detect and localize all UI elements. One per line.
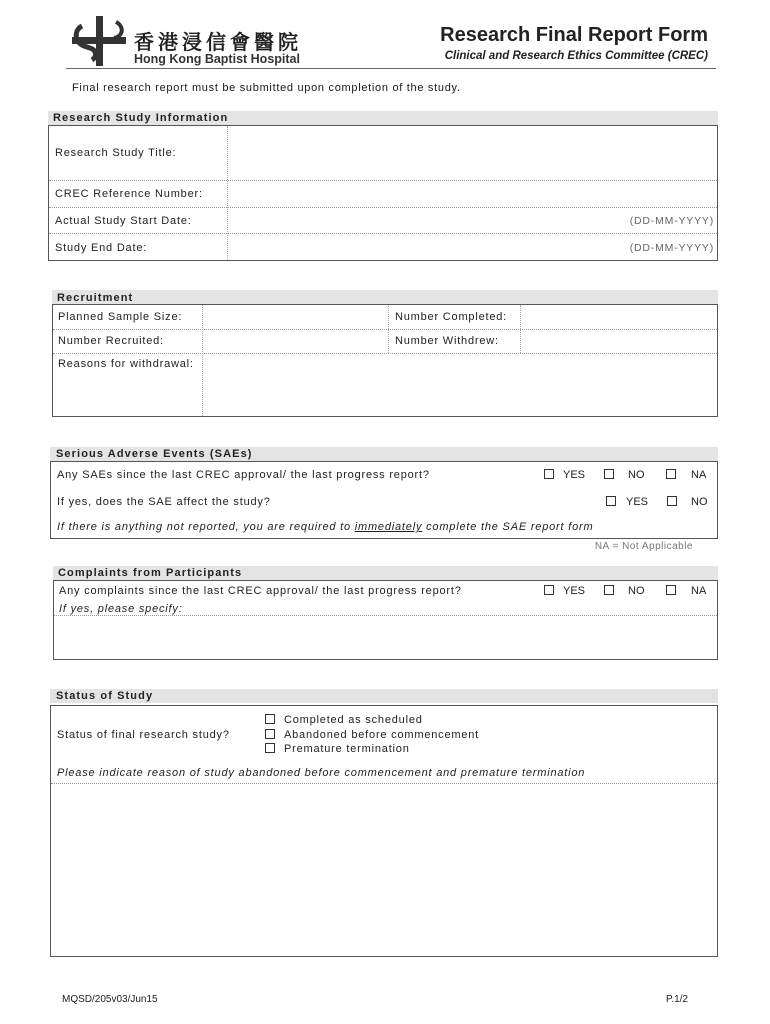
recruitment-row-line bbox=[53, 353, 717, 354]
intro-text: Final research report must be submitted upon completion of the study. bbox=[72, 82, 461, 94]
complaints-specify-field[interactable] bbox=[55, 617, 716, 659]
hospital-name-chinese: 香港浸信會醫院 bbox=[134, 30, 302, 54]
form-title: Research Final Report Form bbox=[440, 24, 708, 46]
complaints-na-label: NA bbox=[691, 585, 707, 597]
sae-notice-start: If there is anything not reported, you are required to bbox=[57, 521, 355, 533]
study-info-divider bbox=[227, 126, 228, 260]
sae-notice bbox=[57, 521, 593, 533]
complaints-yes-label: YES bbox=[563, 585, 586, 597]
study-info-row-line bbox=[49, 207, 717, 208]
status-label: Status of final research study? bbox=[57, 729, 230, 741]
sae-no-checkbox[interactable] bbox=[604, 469, 614, 479]
crec-ref-label: CREC Reference Number: bbox=[55, 188, 203, 200]
end-date-placeholder: (DD-MM-YYYY) bbox=[629, 242, 714, 254]
study-title-label: Research Study Title: bbox=[55, 147, 177, 159]
complaints-row-line bbox=[54, 615, 717, 616]
status-reason-field[interactable] bbox=[52, 785, 716, 955]
status-premature-label: Premature termination bbox=[284, 743, 410, 755]
complaints-question: Any complaints since the last CREC approval/ the last progress report? bbox=[59, 585, 462, 597]
complaints-no-label: NO bbox=[628, 585, 645, 597]
status-abandoned-checkbox[interactable] bbox=[265, 729, 275, 739]
recruitment-heading: Recruitment bbox=[57, 292, 134, 304]
hospital-logo bbox=[72, 16, 126, 66]
complaints-heading: Complaints from Participants bbox=[58, 567, 243, 579]
study-info-row-line bbox=[49, 233, 717, 234]
complaints-na-checkbox[interactable] bbox=[666, 585, 676, 595]
number-withdrew-field[interactable] bbox=[522, 331, 716, 352]
status-completed-label: Completed as scheduled bbox=[284, 714, 423, 726]
study-info-row-line bbox=[49, 180, 717, 181]
end-date-label: Study End Date: bbox=[55, 242, 148, 254]
complaints-no-checkbox[interactable] bbox=[604, 585, 614, 595]
status-premature-checkbox[interactable] bbox=[265, 743, 275, 753]
sae-question: Any SAEs since the last CREC approval/ the last progress report? bbox=[57, 469, 430, 481]
sae-notice-end: complete the SAE report form bbox=[422, 521, 594, 533]
sae-yes-checkbox[interactable] bbox=[544, 469, 554, 479]
page-number: P.1/2 bbox=[665, 994, 688, 1005]
status-row-line bbox=[51, 783, 717, 784]
number-completed-label: Number Completed: bbox=[395, 311, 508, 323]
sae-affect-yes-label: YES bbox=[626, 496, 649, 508]
number-recruited-field[interactable] bbox=[204, 331, 387, 352]
number-completed-field[interactable] bbox=[522, 306, 716, 328]
sae-affect-no-checkbox[interactable] bbox=[667, 496, 677, 506]
withdrawal-reasons-label: Reasons for withdrawal: bbox=[58, 358, 194, 370]
study-title-field[interactable] bbox=[229, 127, 716, 179]
recruitment-row-line bbox=[53, 329, 717, 330]
start-date-placeholder: (DD-MM-YYYY) bbox=[629, 215, 714, 227]
sae-affect-question: If yes, does the SAE affect the study? bbox=[57, 496, 271, 508]
na-note: NA = Not Applicable bbox=[594, 541, 693, 552]
number-recruited-label: Number Recruited: bbox=[58, 335, 164, 347]
recruitment-header-bar bbox=[52, 290, 718, 304]
form-subtitle: Clinical and Research Ethics Committee (CREC) bbox=[444, 50, 708, 62]
crec-ref-field[interactable] bbox=[229, 182, 716, 206]
sae-no-label: NO bbox=[628, 469, 645, 481]
planned-size-label: Planned Sample Size: bbox=[58, 311, 183, 323]
status-completed-checkbox[interactable] bbox=[265, 714, 275, 724]
hospital-name-english: Hong Kong Baptist Hospital bbox=[134, 52, 300, 66]
sae-na-label: NA bbox=[691, 469, 707, 481]
form-code: MQSD/205v03/Jun15 bbox=[62, 994, 158, 1005]
number-withdrew-label: Number Withdrew: bbox=[395, 335, 499, 347]
sae-yes-label: YES bbox=[563, 469, 586, 481]
sae-notice-emphasis: immediately bbox=[354, 521, 423, 533]
withdrawal-reasons-field[interactable] bbox=[204, 355, 716, 415]
sae-affect-yes-checkbox[interactable] bbox=[606, 496, 616, 506]
planned-size-field[interactable] bbox=[204, 306, 387, 328]
header-divider bbox=[66, 68, 716, 69]
sae-affect-no-label: NO bbox=[691, 496, 708, 508]
sae-heading: Serious Adverse Events (SAEs) bbox=[56, 448, 253, 460]
complaints-yes-checkbox[interactable] bbox=[544, 585, 554, 595]
sae-na-checkbox[interactable] bbox=[666, 469, 676, 479]
status-instruction: Please indicate reason of study abandoned before commencement and premature termination bbox=[57, 767, 586, 779]
recruitment-divider bbox=[202, 305, 203, 416]
start-date-label: Actual Study Start Date: bbox=[55, 215, 192, 227]
study-info-heading: Research Study Information bbox=[53, 112, 229, 124]
status-abandoned-label: Abandoned before commencement bbox=[284, 729, 480, 741]
hospital-logo-icon bbox=[72, 16, 126, 66]
status-heading: Status of Study bbox=[56, 690, 154, 702]
complaints-specify-label: If yes, please specify: bbox=[59, 603, 183, 615]
